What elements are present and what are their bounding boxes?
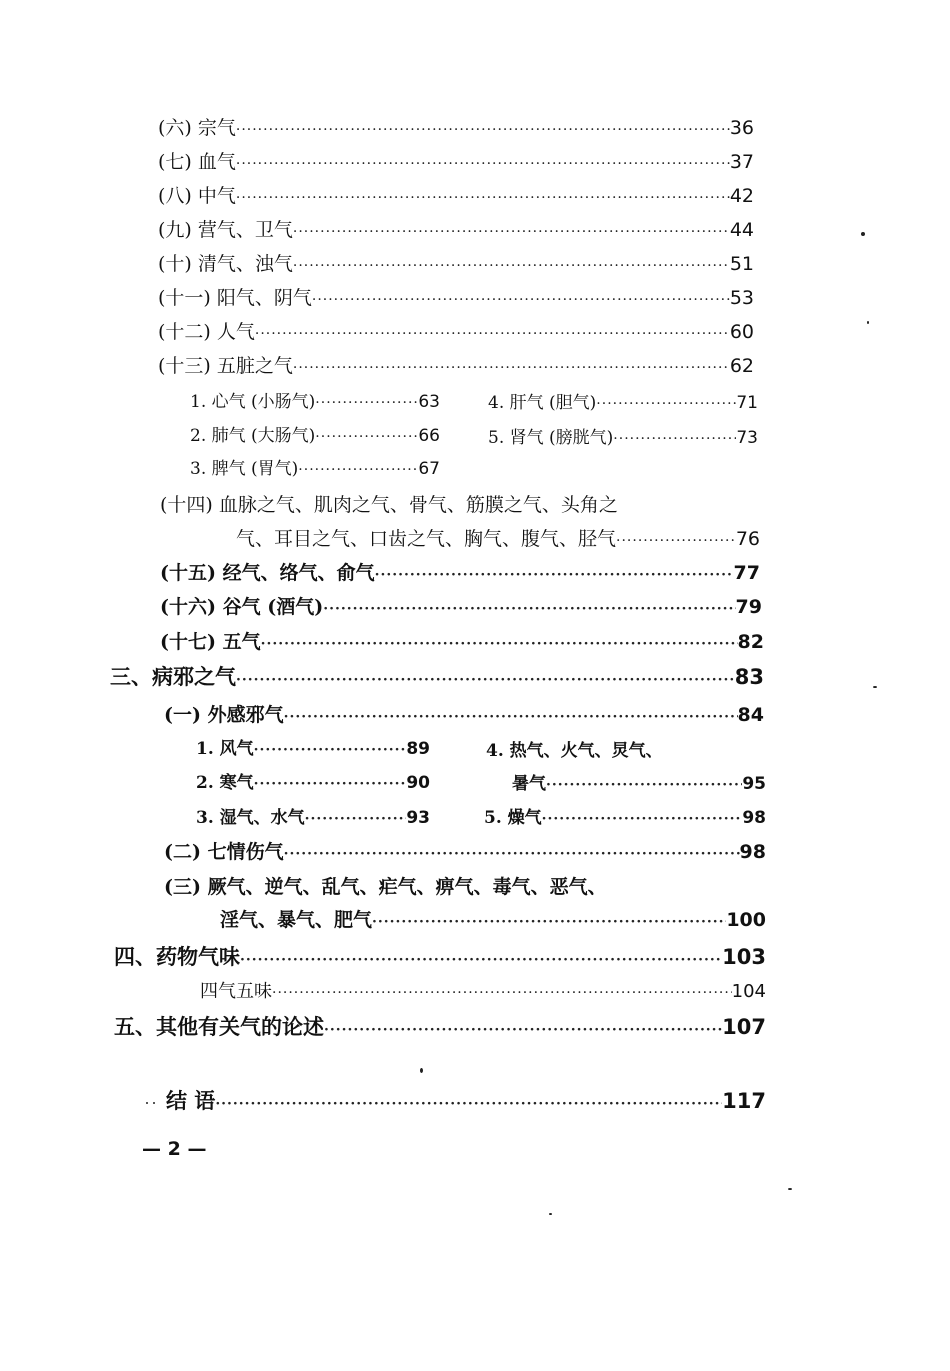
scan-speck (549, 1213, 552, 1215)
page-number: 100 (726, 909, 766, 931)
leader-dots (542, 804, 743, 833)
toc-subentry[interactable] (190, 387, 440, 417)
leader-dots (272, 978, 732, 1007)
entry-label: 3. 脾气 (胃气) (190, 459, 299, 479)
scan-speck (420, 1068, 423, 1073)
toc-subentry[interactable] (196, 768, 430, 798)
toc-subentry[interactable] (196, 734, 430, 764)
entry-label: 淫气、暴气、肥气 (220, 909, 373, 931)
leader-dots (596, 389, 736, 418)
toc-entry-line1[interactable]: (三) 厥气、逆气、乱气、疟气、痹气、毒气、恶气、 (164, 876, 607, 898)
leader-dots (261, 629, 738, 657)
entry-label: 5. 肾气 (膀胱气) (488, 428, 614, 448)
toc-entry[interactable] (158, 215, 754, 245)
toc-entry[interactable] (158, 317, 754, 347)
page-number: 53 (729, 287, 754, 309)
toc-subentry[interactable] (190, 454, 440, 484)
page-number: 63 (418, 392, 440, 412)
scan-speck (861, 232, 865, 236)
toc-entry[interactable] (236, 524, 760, 554)
scan-speck (153, 1102, 155, 1104)
entry-label: (七) 血气 (158, 151, 236, 173)
scan-speck (788, 1188, 792, 1190)
page-number: 103 (722, 945, 766, 969)
entry-label: 4. 肝气 (胆气) (488, 393, 597, 413)
toc-chapter[interactable] (114, 1012, 766, 1042)
entry-label: 2. 肺气 (大肠气) (190, 426, 316, 446)
page-number: 60 (729, 321, 754, 343)
page-number: 73 (736, 428, 758, 448)
toc-entry[interactable] (200, 977, 766, 1007)
leader-dots (254, 769, 407, 798)
page-number: 66 (418, 426, 440, 446)
toc-subentry[interactable] (484, 803, 766, 833)
page-number: 84 (737, 704, 764, 726)
entry-label: (十六) 谷气 (酒气) (160, 596, 324, 618)
toc-entry[interactable] (158, 113, 754, 143)
entry-label: (八) 中气 (158, 185, 236, 207)
page-number: 37 (729, 151, 754, 173)
page-number: 82 (737, 631, 764, 653)
page-number: 51 (729, 253, 754, 275)
scan-speck (146, 1102, 148, 1104)
toc-entry[interactable] (158, 351, 754, 381)
entry-label: 四气五味 (200, 981, 272, 1002)
leader-dots (254, 735, 407, 764)
entry-label: (十七) 五气 (160, 631, 261, 653)
page-number: 77 (733, 562, 760, 584)
footer-page-number: — 2 — (142, 1138, 207, 1160)
leader-dots (546, 770, 742, 799)
toc-entry[interactable] (160, 627, 764, 657)
entry-label: 2. 寒气 (196, 773, 254, 793)
toc-subentry[interactable] (488, 388, 758, 418)
leader-dots (284, 702, 738, 730)
entry-label: 1. 心气 (小肠气) (190, 392, 316, 412)
toc-entry[interactable] (158, 147, 754, 177)
entry-label: 1. 风气 (196, 739, 254, 759)
page-number: 104 (731, 981, 766, 1002)
toc-subentry[interactable] (512, 769, 766, 799)
toc-chapter[interactable] (110, 662, 764, 692)
leader-dots (616, 526, 736, 554)
leader-dots (372, 907, 726, 935)
entry-label: (十一) 阳气、阴气 (158, 287, 312, 309)
leader-dots (284, 839, 740, 867)
page-number: 89 (406, 739, 430, 759)
page-number: 98 (739, 841, 766, 863)
leader-dots (255, 319, 730, 347)
page-number: 79 (735, 596, 762, 618)
toc-subentry-line1[interactable]: 4. 热气、火气、炅气、 (486, 741, 663, 761)
page-number: 76 (735, 528, 760, 550)
page-number: 95 (742, 774, 766, 794)
page-number: 83 (734, 665, 764, 689)
toc-entry[interactable] (160, 558, 760, 588)
entry-label: 气、耳目之气、口齿之气、胸气、腹气、胫气 (236, 528, 617, 550)
leader-dots (312, 285, 730, 313)
toc-subentry[interactable] (196, 803, 430, 833)
leader-dots (293, 217, 730, 245)
page-number: 98 (742, 808, 766, 828)
toc-entry-line1[interactable]: (十四) 血脉之气、肌肉之气、骨气、筋膜之气、头角之 (160, 494, 618, 516)
page-number: 67 (418, 459, 440, 479)
scan-speck (873, 686, 877, 688)
entry-label: (二) 七情伤气 (164, 841, 284, 863)
leader-dots (305, 804, 407, 833)
leader-dots (323, 594, 735, 622)
entry-label: (六) 宗气 (158, 117, 236, 139)
entry-label: 结 语 (166, 1088, 216, 1113)
leader-dots (236, 183, 730, 211)
toc-chapter[interactable] (166, 1086, 766, 1116)
leader-dots (324, 1015, 722, 1042)
entry-label: (一) 外感邪气 (164, 704, 284, 726)
toc-subentry[interactable] (190, 421, 440, 451)
page-number: 36 (729, 117, 754, 139)
entry-label: (十五) 经气、络气、俞气 (160, 562, 375, 584)
entry-label: 三、病邪之气 (110, 664, 236, 689)
toc-entry[interactable] (158, 249, 754, 279)
toc-entry[interactable] (220, 905, 766, 935)
page-number: 42 (729, 185, 754, 207)
page-number: 90 (406, 773, 430, 793)
leader-dots (236, 149, 730, 177)
entry-label: 5. 燥气 (484, 808, 542, 828)
toc-entry[interactable] (158, 181, 754, 211)
leader-dots (236, 115, 730, 143)
entry-label: 3. 湿气、水气 (196, 808, 305, 828)
leader-dots (315, 388, 418, 417)
leader-dots (613, 424, 736, 453)
leader-dots (293, 251, 730, 279)
leader-dots (236, 665, 735, 692)
leader-dots (240, 945, 722, 972)
toc-entry[interactable] (160, 592, 762, 622)
leader-dots (293, 353, 730, 381)
leader-dots (215, 1089, 722, 1116)
leader-dots (298, 455, 418, 484)
toc-subentry[interactable] (488, 423, 758, 453)
toc-entry[interactable] (164, 700, 764, 730)
page-number: 62 (729, 355, 754, 377)
entry-label: (九) 营气、卫气 (158, 219, 293, 241)
entry-label: 暑气 (512, 774, 546, 794)
page-number: 71 (736, 393, 758, 413)
page-number: 117 (722, 1089, 766, 1113)
scan-speck (867, 321, 869, 324)
leader-dots (375, 560, 734, 588)
toc-entry[interactable] (158, 283, 754, 313)
entry-label: 五、其他有关气的论述 (114, 1014, 324, 1039)
toc-chapter[interactable] (114, 942, 766, 972)
entry-label: (十二) 人气 (158, 321, 255, 343)
entry-label: (十) 清气、浊气 (158, 253, 293, 275)
page-number: 107 (722, 1015, 766, 1039)
entry-label: 四、药物气味 (114, 944, 240, 969)
leader-dots (315, 422, 418, 451)
page-number: 44 (729, 219, 754, 241)
page-number: 93 (406, 808, 430, 828)
toc-entry[interactable] (164, 837, 766, 867)
entry-label: (十三) 五脏之气 (158, 355, 293, 377)
